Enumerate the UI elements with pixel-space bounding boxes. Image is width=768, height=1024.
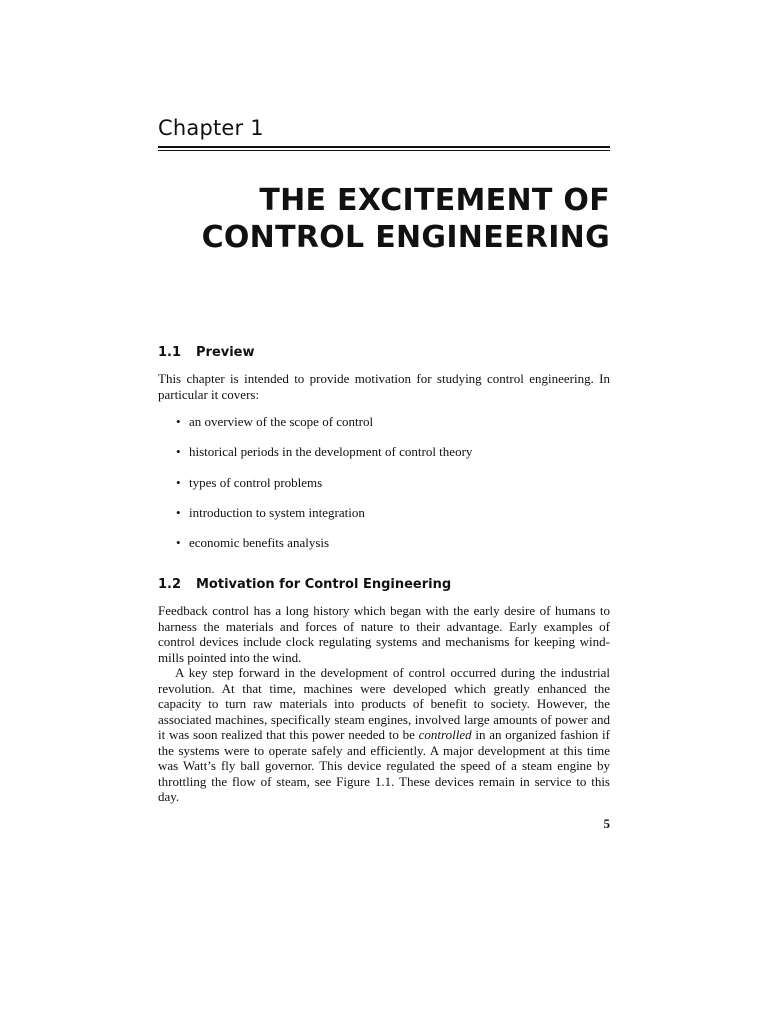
list-item-text: types of control problems <box>189 474 323 490</box>
list-item <box>176 444 472 474</box>
section-number: 1.2 <box>158 577 182 592</box>
emphasized-word: controlled <box>418 727 472 742</box>
bullet-icon: • <box>176 504 181 520</box>
preview-bullet-list <box>176 414 472 565</box>
paragraph-text-run: in an organized fashion if the systems were to operate safely and efficiently. A major development at this time was Watt’s fly ball governor. This device regulated the speed of a steam engine by throttling the flow of steam, see Figure 1.1. These devices remain in service to this day. <box>158 727 610 804</box>
list-item-text: historical periods in the development of control theory <box>189 444 473 460</box>
bullet-icon: • <box>176 444 181 460</box>
preview-intro-paragraph <box>158 371 610 402</box>
paragraph-text: Feedback control has a long history which began with the early desire of humans to harness the materials and forces of nature to their advantage. Early examples of control devices include clock regulating systems and mechanisms for keeping wind-mills pointed into the wind. <box>158 603 610 665</box>
motivation-body <box>158 603 610 805</box>
list-item <box>176 505 472 535</box>
section-heading-preview <box>158 345 255 360</box>
chapter-title-line: CONTROL ENGINEERING <box>201 220 610 255</box>
chapter-title-line: THE EXCITEMENT OF <box>259 183 610 218</box>
list-item-text: an overview of the scope of control <box>189 414 374 429</box>
list-item-text: introduction to system integration <box>189 504 365 520</box>
paragraph-text-run: A key step forward in the development of control occurred during the industrial revolution. At that time, machines were developed which greatly enhanced the capacity to turn raw materials into products of benefit to society. However, the associated machines, specifically steam engines, involved large amounts of power and it was soon realized that this power needed to be <box>158 665 610 742</box>
bullet-icon: • <box>176 474 181 490</box>
list-item <box>176 475 472 505</box>
list-item <box>176 414 472 444</box>
section-title: Preview <box>196 345 255 360</box>
chapter-rule <box>158 146 610 148</box>
chapter-title <box>202 182 610 256</box>
list-item <box>176 535 472 565</box>
list-item-text: economic benefits analysis <box>189 535 330 551</box>
paragraph-text: This chapter is intended to provide motivation for studying control engineering. In particular it covers: <box>158 371 610 402</box>
chapter-label: Chapter 1 <box>158 116 264 140</box>
section-title: Motivation for Control Engineering <box>196 577 452 592</box>
page-number: 5 <box>603 816 610 831</box>
paragraph-text <box>158 665 610 805</box>
bullet-icon: • <box>176 414 181 429</box>
chapter-rule <box>158 150 610 151</box>
section-heading-motivation <box>158 577 451 592</box>
bullet-icon: • <box>176 535 181 551</box>
section-number: 1.1 <box>158 345 182 360</box>
